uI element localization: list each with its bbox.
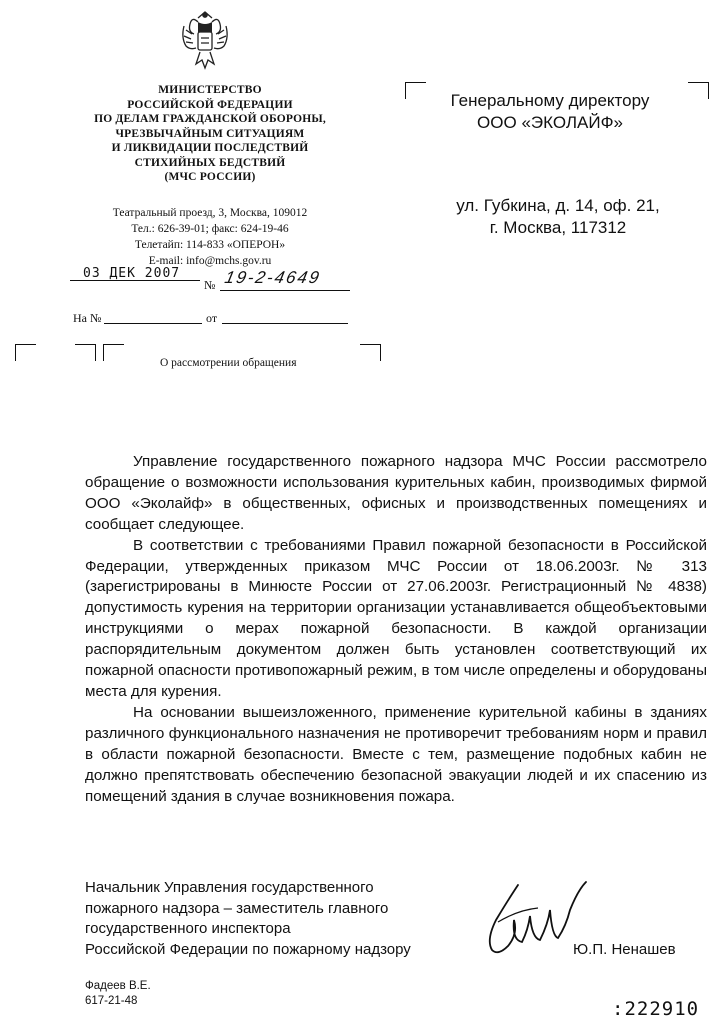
reference-number-label: На № (73, 311, 102, 325)
signer-position-line: государственного инспектора (85, 920, 291, 938)
address-block (440, 195, 676, 239)
executor-phone: 617-21-48 (85, 995, 138, 1007)
reference-date-line (222, 323, 348, 324)
ministry-line: ПО ДЕЛАМ ГРАЖДАНСКОЙ ОБОРОНЫ, (94, 113, 326, 125)
contact-teletype: Телетайп: 114-833 «ОПЕРОН» (134, 239, 286, 251)
executor-name: Фадеев В.Е. (85, 980, 151, 992)
corner-mark (15, 344, 36, 361)
letter-body (85, 452, 707, 807)
contact-block (70, 205, 350, 269)
ministry-name-block (70, 83, 350, 185)
coat-of-arms-icon (178, 8, 232, 72)
signer-position-line: пожарного надзора – заместитель главного (85, 899, 389, 917)
document-stamp-number: :222910 (612, 998, 700, 1020)
addressee-title: Генеральному директору (450, 91, 650, 110)
addressee-company: ООО «ЭКОЛАЙФ» (477, 113, 623, 132)
ministry-line: ЧРЕЗВЫЧАЙНЫМ СИТУАЦИЯМ (115, 127, 305, 140)
ministry-line: И ЛИКВИДАЦИИ ПОСЛЕДСТВИЙ (111, 142, 309, 154)
ministry-line: МИНИСТЕРСТВО (158, 84, 262, 96)
body-paragraph: В соответствии с требованиями Правил пожарной безопасности в Российской Федерации, утвержденных приказом МЧС России от 18.06.2003г. № 313 (зарегистрированы в Минюсте России от 27.06.2003г. Регистрационный № 4838) допустимость курения на территории организации устанавливается общеобъектовыми инструкциями о мерах пожарной безопасности. В каждой организации распорядительным документом должен быть установлен соответствующий их пожарной опасности противопожарный режим, в том числе определены и оборудованы места для курения. (85, 536, 707, 700)
reference-date-label: от (206, 311, 218, 325)
corner-mark (405, 82, 426, 99)
contact-address: Театральный проезд, 3, Москва, 109012 (112, 207, 308, 219)
reference-number-line (104, 323, 202, 324)
address-street: ул. Губкина, д. 14, оф. 21, (456, 196, 660, 215)
executor-block (85, 979, 151, 1009)
ministry-line: СТИХИЙНЫХ БЕДСТВИЙ (134, 156, 286, 169)
ministry-line: РОССИЙСКОЙ ФЕДЕРАЦИИ (127, 98, 293, 111)
address-city: г. Москва, 117312 (489, 218, 627, 237)
ministry-line: (МЧС РОССИИ) (164, 171, 256, 183)
signer-name: Ю.П. Ненашев (573, 941, 676, 958)
contact-email: E-mail: info@mchs.gov.ru (148, 255, 272, 267)
addressee-block (440, 90, 660, 134)
contact-phone: Тел.: 626-39-01; факс: 624-19-46 (131, 223, 289, 235)
corner-mark (103, 344, 124, 361)
corner-mark (688, 82, 709, 99)
date-stamp: 03 ДЕК 2007 (83, 266, 181, 281)
signer-position-line: Российской Федерации по пожарному надзору (85, 941, 411, 959)
body-paragraph: На основании вышеизложенного, применение курительной кабины в зданиях различного функционального назначения не противоречит требованиям норм и правил в области пожарной безопасности. Вместе с тем, размещение подобных кабин не должно препятствовать обеспечению безопасной эвакуации людей и их спасению из помещений здания в случае возникновения пожара. (85, 703, 707, 805)
number-line (220, 290, 350, 291)
signer-position-line: Начальник Управления государственного (85, 879, 374, 896)
date-line (70, 280, 200, 281)
outgoing-number: 19-2-4649 (223, 268, 323, 287)
number-label: № (204, 278, 216, 292)
subject-line: О рассмотрении обращения (160, 357, 297, 369)
signer-position (85, 878, 485, 961)
corner-mark (360, 344, 381, 361)
corner-mark (75, 344, 96, 361)
body-paragraph: Управление государственного пожарного надзора МЧС России рассмотрело обращение о возможности использования курительных кабин, производимых фирмой ООО «Эколайф» в общественных, офисных и производственных помещениях и сообщает следующее. (85, 453, 707, 533)
